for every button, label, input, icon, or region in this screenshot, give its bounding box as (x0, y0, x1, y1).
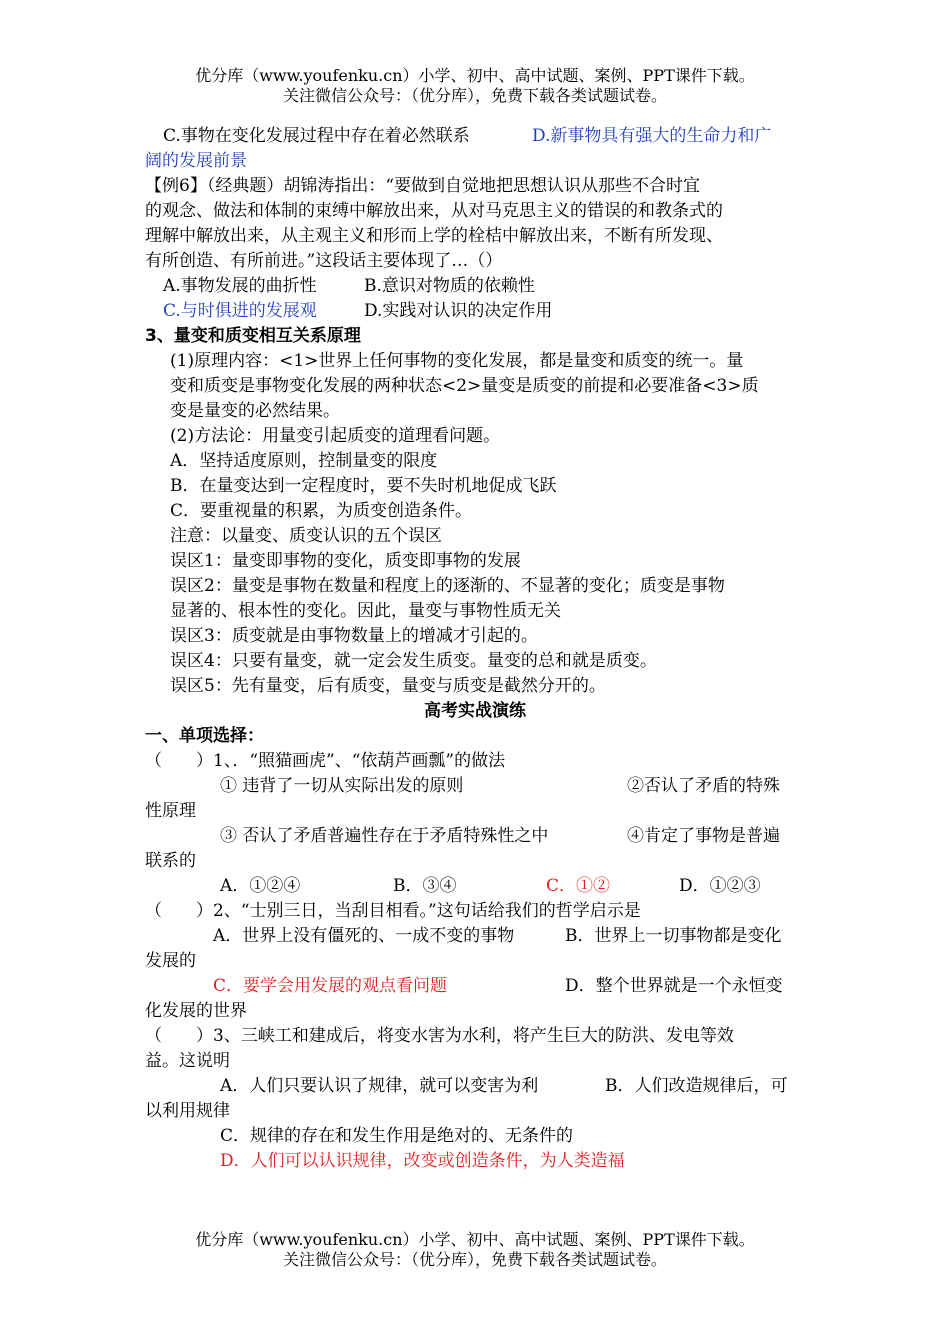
ex6-question-line: 有所创造、有所前进。”这段话主要体现了…（） (145, 251, 503, 271)
ex6-option-b: B.意识对物质的依赖性 (364, 276, 535, 296)
q3-stem: （ ）3、三峡工和建成后，将变水害为水利，将产生巨大的防洪、发电等效 (145, 1026, 734, 1046)
section3-method-c: C．要重视量的积累，为质变创造条件。 (170, 501, 473, 521)
section3-title: 3、量变和质变相互关系原理 (145, 326, 361, 346)
ex5-option-c: C.事物在变化发展过程中存在着必然联系 (163, 126, 470, 146)
q1-statement-2: ②否认了矛盾的特殊 (627, 776, 780, 796)
ex6-option-c: C.与时俱进的发展观 (163, 301, 317, 321)
ex6-option-a: A.事物发展的曲折性 (163, 276, 317, 296)
ex6-question-line: 的观念、做法和体制的束缚中解放出来，从对马克思主义的错误的和教条式的 (145, 201, 723, 221)
q1-statement-4: ④肯定了事物是普遍 (627, 826, 780, 846)
page-footer-line1: 优分库（www.youfenku.cn）小学、初中、高中试题、案例、PPT课件下载。 (195, 1230, 755, 1249)
page-header-line1: 优分库（www.youfenku.cn）小学、初中、高中试题、案例、PPT课件下载。 (195, 66, 755, 85)
misconception-3: 误区3：质变就是由事物数量上的增减才引起的。 (170, 626, 538, 646)
q1-statement-3: ③ 否认了矛盾普遍性存在于矛盾特殊性之中 (220, 826, 549, 846)
q3-stem-cont: 益。这说明 (145, 1051, 230, 1071)
ex5-option-d: D.新事物具有强大的生命力和广 (532, 126, 772, 146)
q2-stem: （ ）2、“士别三日，当刮目相看。”这句话给我们的哲学启示是 (145, 901, 641, 921)
practice-section-heading: 一、单项选择： (145, 726, 264, 746)
q1-stem: （ ）1、．“照猫画虎”、“依葫芦画瓢”的做法 (145, 751, 506, 771)
q1-option-a: A．①②④ (220, 876, 301, 896)
ex6-option-d: D.实践对认识的决定作用 (364, 301, 553, 321)
q1-statement-4-cont: 联系的 (145, 851, 196, 871)
practice-title: 高考实战演练 (424, 701, 526, 721)
q3-option-d: D．人们可以认识规律，改变或创造条件，为人类造福 (220, 1151, 625, 1171)
section3-principle: (1)原理内容：<1>世界上任何事物的变化发展，都是量变和质变的统一。量 (170, 351, 744, 371)
section3-method: (2)方法论：用量变引起质变的道理看问题。 (170, 426, 501, 446)
misconception-5: 误区5：先有量变，后有质变，量变与质变是截然分开的。 (170, 676, 606, 696)
section3-method-b: B．在量变达到一定程度时，要不失时机地促成飞跃 (170, 476, 557, 496)
q2-option-d-cont: 化发展的世界 (145, 1001, 247, 1021)
q2-option-b: B．世界上一切事物都是变化 (565, 926, 782, 946)
page-footer-line2: 关注微信公众号：（优分库），免费下载各类试题试卷。 (282, 1250, 667, 1269)
q2-option-b-cont: 发展的 (145, 951, 196, 971)
q1-option-d: D．①②③ (679, 876, 761, 896)
section3-method-a: A．坚持适度原则，控制量变的限度 (170, 451, 438, 471)
q3-option-a: A．人们只要认识了规律，就可以变害为利 (220, 1076, 539, 1096)
ex6-question-line: 理解中解放出来，从主观主义和形而上学的栓桔中解放出来，不断有所发现、 (145, 226, 723, 246)
q3-option-b-cont: 以利用规律 (145, 1101, 230, 1121)
q1-statement-2-cont: 性原理 (145, 801, 196, 821)
q1-option-b: B．③④ (393, 876, 457, 896)
q1-option-c: C．①② (546, 876, 611, 896)
misconception-2-cont: 显著的、根本性的变化。因此，量变与事物性质无关 (170, 601, 561, 621)
q2-option-c: C．要学会用发展的观点看问题 (213, 976, 448, 996)
page-header-line2: 关注微信公众号：（优分库），免费下载各类试题试卷。 (282, 86, 667, 105)
ex5-option-d-cont: 阔的发展前景 (145, 151, 247, 171)
misconception-2: 误区2：量变是事物在数量和程度上的逐渐的、不显著的变化；质变是事物 (170, 576, 725, 596)
misconception-4: 误区4：只要有量变，就一定会发生质变。量变的总和就是质变。 (170, 651, 657, 671)
q2-option-d: D．整个世界就是一个永恒变 (565, 976, 783, 996)
q1-statement-1: ① 违背了一切从实际出发的原则 (220, 776, 464, 796)
q2-option-a: A．世界上没有僵死的、一成不变的事物 (213, 926, 515, 946)
ex6-question-line: 【例6】（经典题）胡锦涛指出：“要做到自觉地把思想认识从那些不合时宜 (145, 176, 701, 196)
section3-note: 注意：以量变、质变认识的五个误区 (170, 526, 442, 546)
q3-option-b: B．人们改造规律后，可 (605, 1076, 788, 1096)
q3-option-c: C．规律的存在和发生作用是绝对的、无条件的 (220, 1126, 574, 1146)
section3-principle: 变是量变的必然结果。 (170, 401, 340, 421)
section3-principle: 变和质变是事物变化发展的两种状态<2>量变是质变的前提和必要准备<3>质 (170, 376, 759, 396)
misconception-1: 误区1：量变即事物的变化，质变即事物的发展 (170, 551, 521, 571)
